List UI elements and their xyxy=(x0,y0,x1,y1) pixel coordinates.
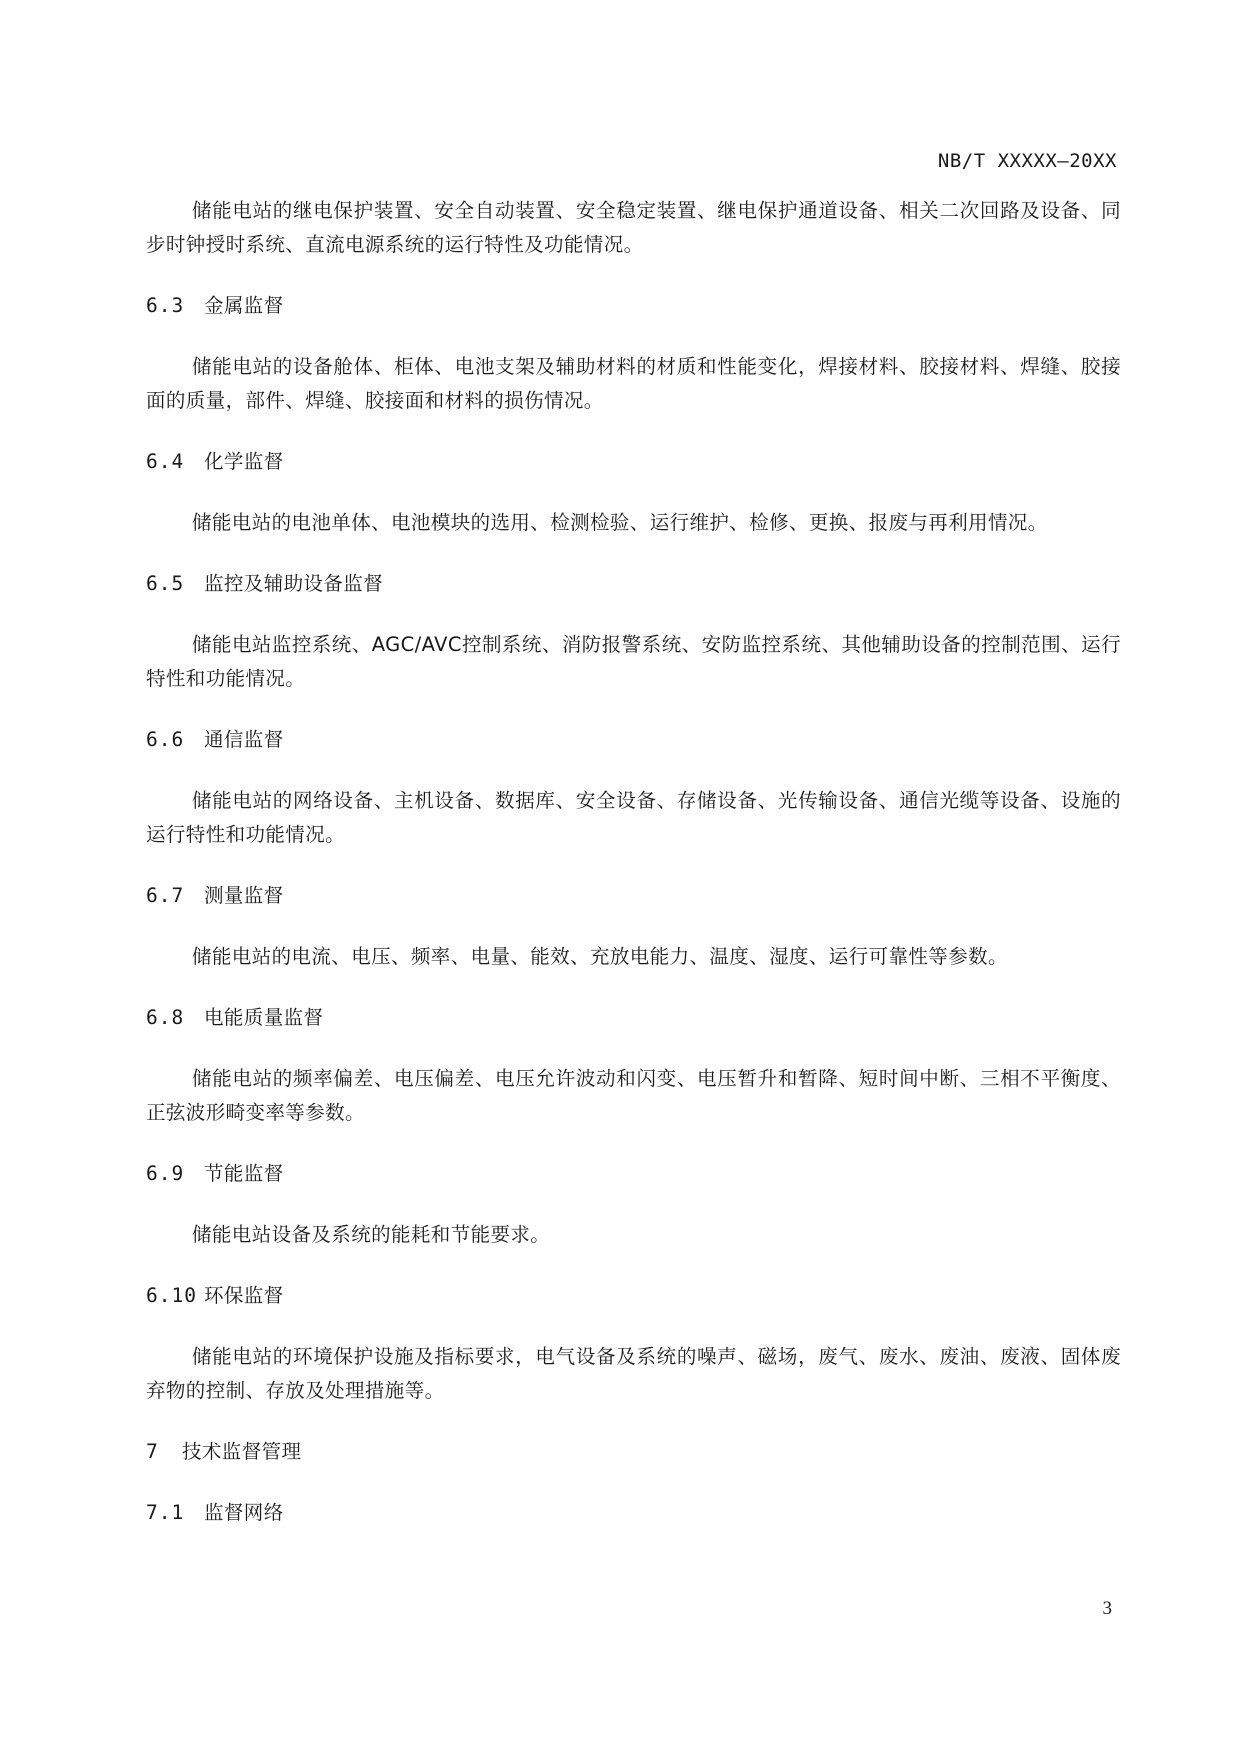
paragraph-energy-saving-supervision: 储能电站设备及系统的能耗和节能要求。 xyxy=(192,1223,551,1246)
section-heading-6-6 xyxy=(146,723,1121,757)
section-number: 6.4 xyxy=(146,450,185,473)
paragraph-chemical-supervision: 储能电站的电池单体、电池模块的选用、检测检验、运行维护、检修、更换、报废与再利用情况。 xyxy=(192,511,1048,534)
paragraph-communication-supervision: 储能电站的网络设备、主机设备、数据库、安全设备、存储设备、光传输设备、通信光缆等设备、设施的运行特性和功能情况。 xyxy=(146,789,1121,846)
section-number: 6.7 xyxy=(146,884,185,907)
section-number: 6.5 xyxy=(146,572,185,595)
section-heading-6-5 xyxy=(146,567,1121,601)
paragraph-relay-protection: 储能电站的继电保护装置、安全自动装置、安全稳定装置、继电保护通道设备、相关二次回路及设备、同步时钟授时系统、直流电源系统的运行特性及功能情况。 xyxy=(146,199,1121,256)
section-heading-6-4 xyxy=(146,445,1121,479)
section-title: 监督网络 xyxy=(204,1501,284,1524)
paragraph-metal-supervision: 储能电站的设备舱体、柜体、电池支架及辅助材料的材质和性能变化，焊接材料、胶接材料、焊缝、胶接面的质量，部件、焊缝、胶接面和材料的损伤情况。 xyxy=(146,355,1121,412)
paragraph-environmental-supervision: 储能电站的环境保护设施及指标要求，电气设备及系统的噪声、磁场，废气、废水、废油、废液、固体废弃物的控制、存放及处理措施等。 xyxy=(146,1345,1121,1402)
section-number: 6.8 xyxy=(146,1006,185,1029)
section-title: 化学监督 xyxy=(204,450,284,473)
section-heading-6-9 xyxy=(146,1157,1121,1191)
section-heading-6-7 xyxy=(146,879,1121,913)
section-title: 金属监督 xyxy=(204,294,284,317)
section-title: 通信监督 xyxy=(204,728,284,751)
section-heading-6-3 xyxy=(146,289,1121,323)
section-heading-7-1 xyxy=(146,1496,1121,1530)
chapter-title: 技术监督管理 xyxy=(182,1440,302,1463)
section-heading-6-8 xyxy=(146,1001,1121,1035)
section-title: 电能质量监督 xyxy=(204,1006,324,1029)
section-title: 节能监督 xyxy=(204,1162,284,1185)
document-body xyxy=(146,194,1121,1530)
chapter-heading-7 xyxy=(146,1435,1121,1469)
section-heading-6-10 xyxy=(146,1279,1121,1313)
paragraph-measurement-supervision: 储能电站的电流、电压、频率、电量、能效、充放电能力、温度、湿度、运行可靠性等参数。 xyxy=(192,945,1008,968)
section-title: 监控及辅助设备监督 xyxy=(204,572,384,595)
section-number: 6.3 xyxy=(146,294,185,317)
section-number: 6.9 xyxy=(146,1162,185,1185)
paragraph-monitoring-supervision: 储能电站监控系统、AGC/AVC控制系统、消防报警系统、安防监控系统、其他辅助设备的控制范围、运行特性和功能情况。 xyxy=(146,633,1121,690)
chapter-number: 7 xyxy=(146,1440,159,1463)
section-number: 6.10 xyxy=(146,1284,197,1307)
document-code-header: NB/T XXXXX—20XX xyxy=(937,150,1117,172)
section-title: 环保监督 xyxy=(204,1284,284,1307)
section-number: 6.6 xyxy=(146,728,185,751)
section-number: 7.1 xyxy=(146,1501,185,1524)
page-number: 3 xyxy=(1102,1598,1112,1619)
section-title: 测量监督 xyxy=(204,884,284,907)
paragraph-power-quality-supervision: 储能电站的频率偏差、电压偏差、电压允许波动和闪变、电压暂升和暂降、短时间中断、三相不平衡度、正弦波形畸变率等参数。 xyxy=(146,1067,1121,1124)
